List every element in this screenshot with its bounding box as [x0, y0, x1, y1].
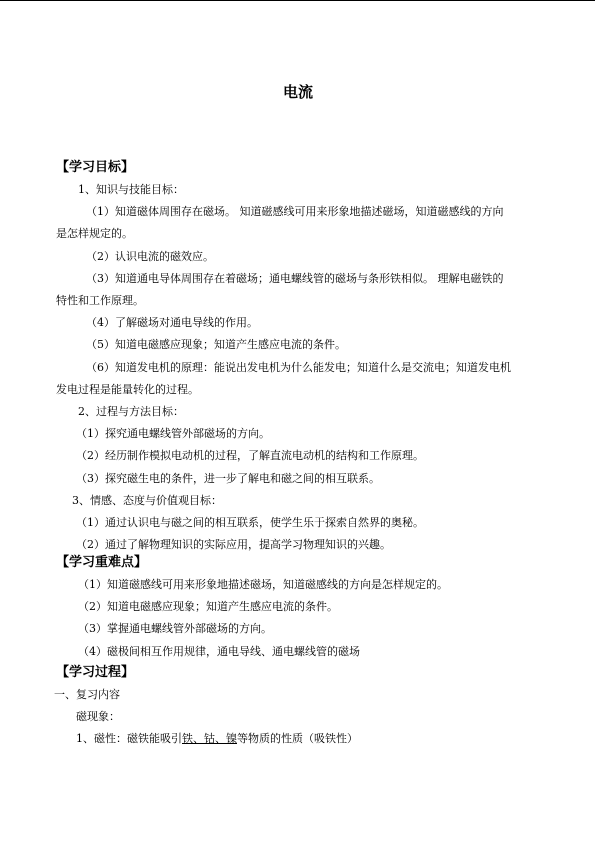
key-points-section: [56, 552, 540, 663]
key-point-3: （3）掌握通电螺线管外部磁场的方向。: [78, 622, 272, 636]
knowledge-item-1: （1）知道磁体周围存在磁场。 知道磁感线可用来形象地描述磁场，知道磁感线的方向: [86, 205, 504, 219]
material-nickel: 镍: [226, 732, 237, 746]
emotion-item-2: （2）通过了解物理知识的实际应用，提高学习物理知识的兴趣。: [76, 538, 391, 552]
knowledge-item-1-cont: 是怎样规定的。: [56, 227, 133, 241]
process-goals-label: 2、过程与方法目标：: [78, 405, 184, 419]
knowledge-item-6: （6）知道发电机的原理：能说出发电机为什么能发电；知道什么是交流电；知道发电机: [86, 360, 511, 374]
top-rule: [0, 0, 595, 1]
magnetism-prefix: 1、磁性：磁铁能吸引: [76, 732, 182, 746]
page-title: 电流: [282, 83, 313, 101]
key-point-1: （1）知道磁感线可用来形象地描述磁场，知道磁感线的方向是怎样规定的。: [78, 578, 448, 591]
process-item-3: （3）探究磁生电的条件，进一步了解电和磁之间的相互联系。: [76, 471, 380, 485]
knowledge-item-3-cont: 特性和工作原理。: [56, 294, 144, 308]
learning-process-section: [56, 662, 540, 751]
key-points-heading: 【学习重难点】: [56, 555, 148, 570]
knowledge-item-5: （5）知道电磁感应现象；知道产生感应电流的条件。: [86, 338, 346, 352]
knowledge-item-2: （2）认识电流的磁效应。: [86, 249, 214, 263]
emotion-goals-label: 3、情感、态度与价值观目标：: [72, 493, 222, 507]
material-iron: 铁: [182, 732, 193, 746]
emotion-item-1: （1）通过认识电与磁之间的相互联系，使学生乐于探索自然界的奥秘。: [76, 516, 424, 530]
knowledge-item-3: （3）知道通电导体周围存在着磁场；通电螺线管的磁场与条形铁相似。 理解电磁铁的: [86, 271, 504, 285]
learning-goals-heading: 【学习目标】: [56, 160, 135, 175]
knowledge-goals-label: 1、知识与技能目标：: [78, 183, 184, 196]
learning-process-heading: 【学习过程】: [56, 665, 135, 680]
process-item-2: （2）经历制作模拟电动机的过程，了解直流电动机的结构和工作原理。: [76, 449, 424, 463]
knowledge-item-4: （4）了解磁场对通电导线的作用。: [86, 316, 258, 330]
material-sep-2: 、: [215, 732, 226, 746]
magnetism-definition: [56, 728, 540, 750]
material-sep-1: 、: [193, 732, 204, 746]
learning-goals-section: [56, 157, 540, 556]
review-label: 一、复习内容: [54, 688, 120, 701]
magnet-phenomenon-label: 磁现象：: [76, 710, 120, 724]
material-cobalt: 钴: [204, 732, 215, 746]
process-item-1: （1）探究通电螺线管外部磁场的方向。: [76, 427, 270, 441]
knowledge-item-6-cont: 发电过程是能量转化的过程。: [56, 382, 199, 396]
key-point-2: （2）知道电磁感应现象；知道产生感应电流的条件。: [78, 600, 338, 614]
magnetism-suffix: 等物质的性质（吸铁性）: [237, 732, 358, 746]
key-point-4: （4）磁极间相互作用规律，通电导线、通电螺线管的磁场: [78, 644, 360, 658]
